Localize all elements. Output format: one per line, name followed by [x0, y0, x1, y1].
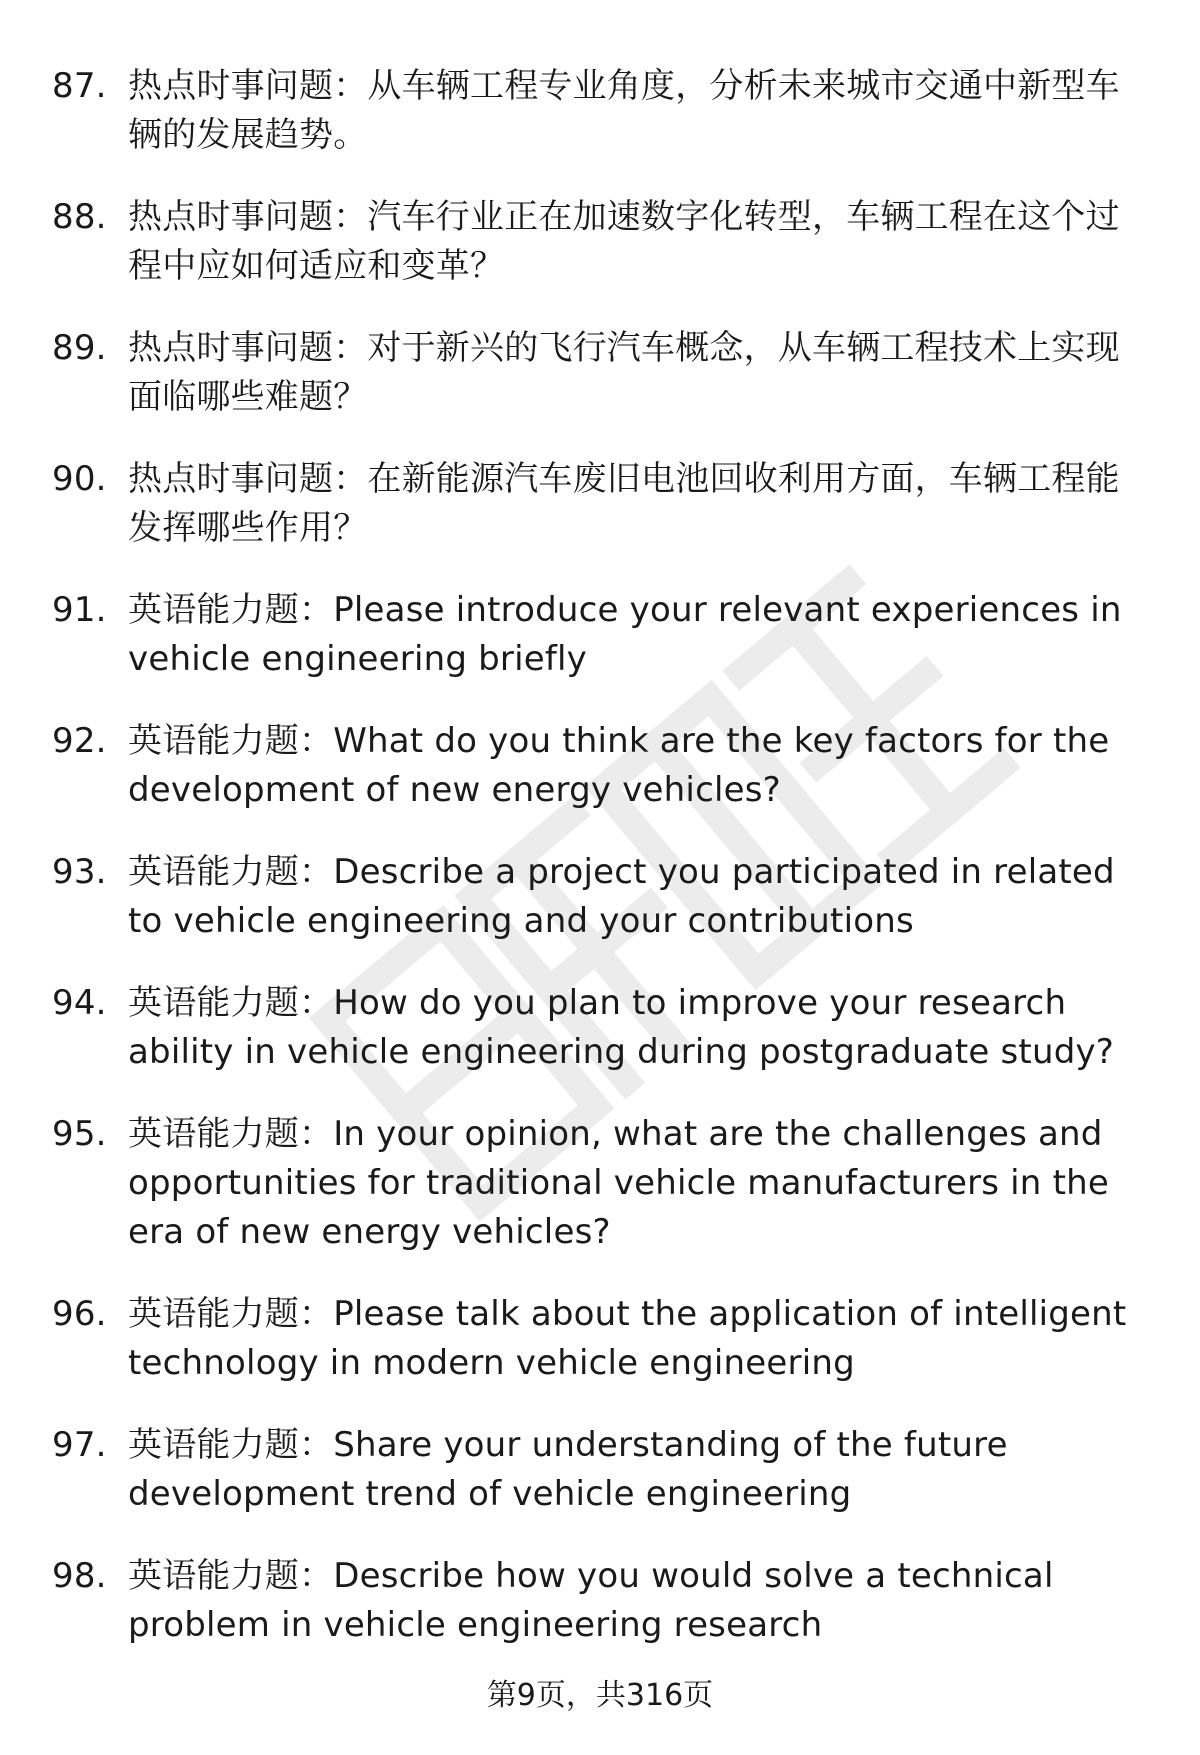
page-number: 第9页，共316页: [486, 1678, 714, 1713]
question-number: 87.: [52, 66, 107, 106]
question-number: 98.: [52, 1556, 107, 1596]
question-item: [52, 848, 1152, 946]
question-number: 90.: [52, 459, 107, 499]
question-number: 95.: [52, 1114, 107, 1154]
question-number: 97.: [52, 1425, 107, 1465]
question-item: [52, 455, 1152, 553]
question-text: 英语能力题：Share your understanding of the future development trend of vehicle engineering: [128, 1425, 1008, 1514]
question-item: [52, 62, 1152, 160]
question-text: 热点时事问题：在新能源汽车废旧电池回收利用方面，车辆工程能发挥哪些作用？: [128, 459, 1120, 548]
question-number: 91.: [52, 590, 107, 630]
question-text: 英语能力题：What do you think are the key factors for the development of new energy vehicles?: [128, 721, 1110, 810]
question-text: 英语能力题：In your opinion, what are the challenges and opportunities for traditional vehicle manufacturers in the era of new energy vehicles?: [128, 1114, 1109, 1252]
question-list: [52, 62, 1152, 1683]
question-item: [52, 193, 1152, 291]
question-item: [52, 1110, 1152, 1257]
question-item: [52, 717, 1152, 815]
question-item: [52, 324, 1152, 422]
question-item: [52, 1421, 1152, 1519]
question-text: 英语能力题：Describe a project you participated in related to vehicle engineering and your contributions: [128, 852, 1115, 941]
question-text: 英语能力题：How do you plan to improve your research ability in vehicle engineering during postgraduate study?: [128, 983, 1115, 1072]
question-text: 英语能力题：Describe how you would solve a technical problem in vehicle engineering research: [128, 1556, 1054, 1645]
question-text: 英语能力题：Please talk about the application of intelligent technology in modern vehicle engineering: [128, 1294, 1127, 1383]
question-number: 96.: [52, 1294, 107, 1334]
question-text: 热点时事问题：对于新兴的飞行汽车概念，从车辆工程技术上实现面临哪些难题？: [128, 328, 1120, 417]
question-number: 92.: [52, 721, 107, 761]
question-item: [52, 1552, 1152, 1650]
question-number: 88.: [52, 197, 107, 237]
question-number: 89.: [52, 328, 107, 368]
question-item: [52, 1290, 1152, 1388]
question-item: [52, 586, 1152, 684]
question-item: [52, 979, 1152, 1077]
question-text: 英语能力题：Please introduce your relevant experiences in vehicle engineering briefly: [128, 590, 1122, 679]
question-text: 热点时事问题：从车辆工程专业角度，分析未来城市交通中新型车辆的发展趋势。: [128, 66, 1120, 155]
question-text: 热点时事问题：汽车行业正在加速数字化转型，车辆工程在这个过程中应如何适应和变革？: [128, 197, 1120, 286]
question-number: 93.: [52, 852, 107, 892]
question-number: 94.: [52, 983, 107, 1023]
